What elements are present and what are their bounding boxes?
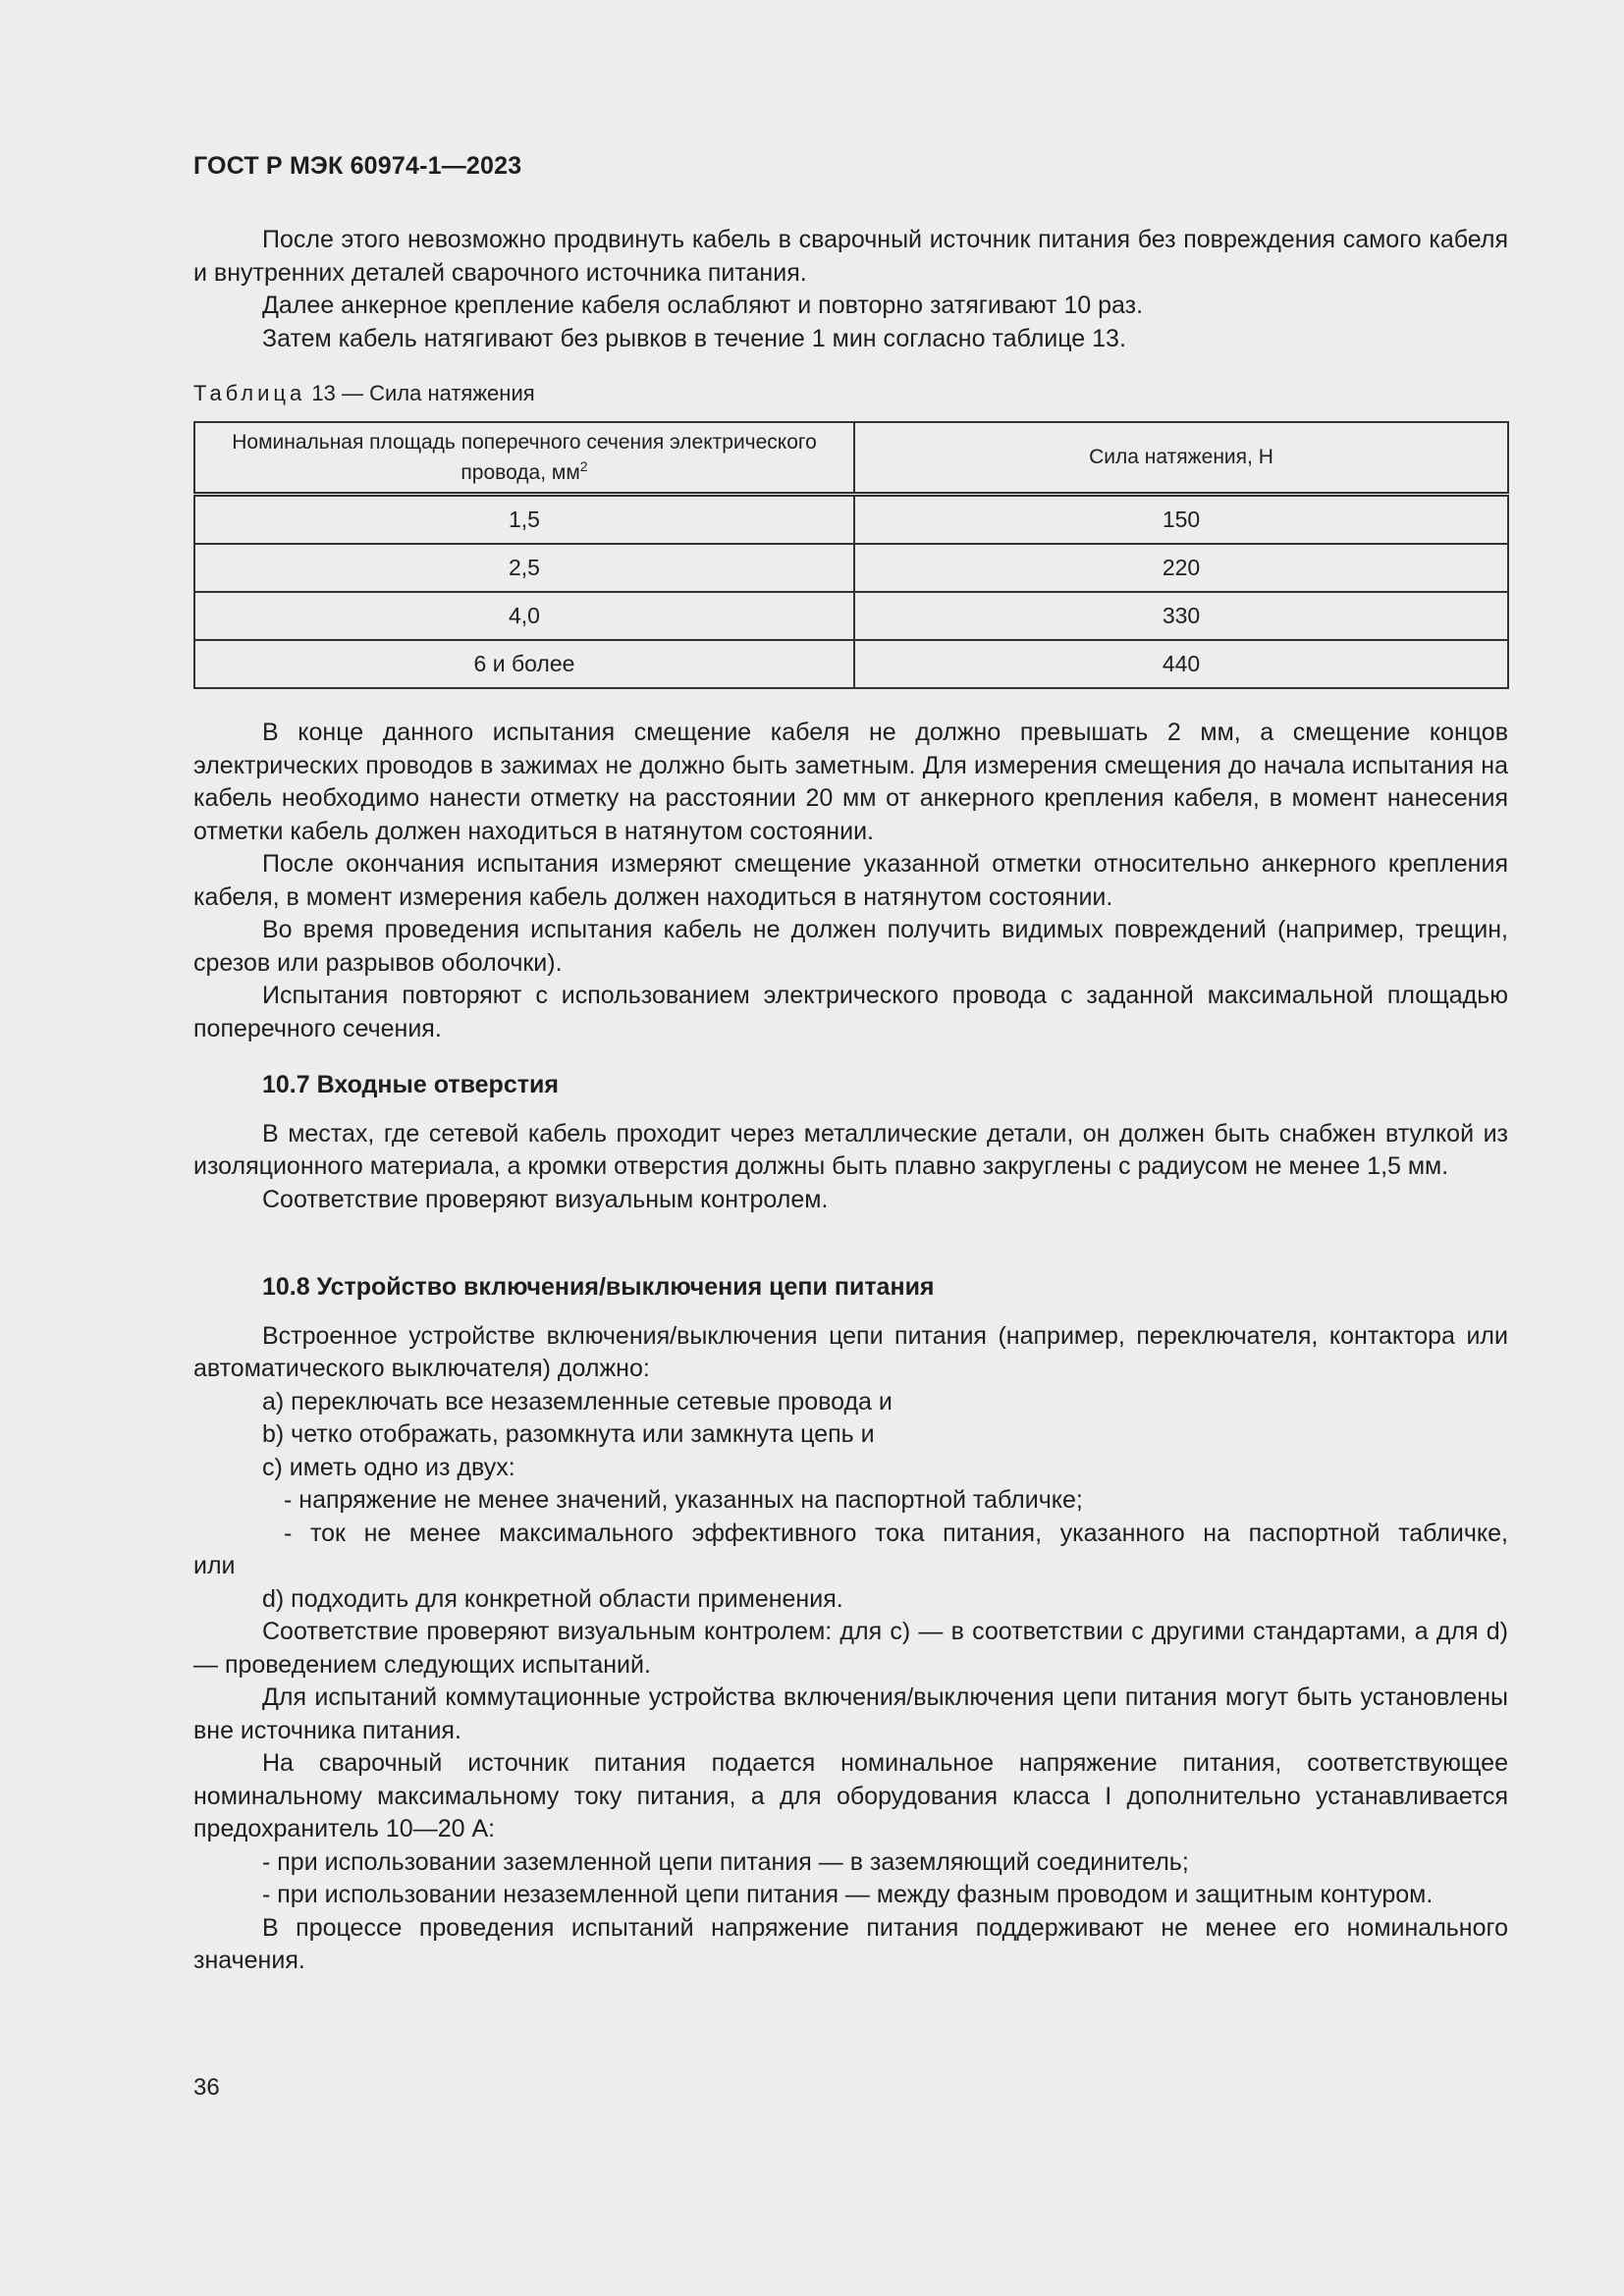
table-caption xyxy=(193,381,535,406)
table-caption-text: 13 — Сила натяжения xyxy=(311,381,535,405)
dash-item: - ток не менее максимального эффективного тока питания, указанного на паспортной табличке, xyxy=(284,1519,1508,1547)
section-heading: 10.7 Входные отверстия xyxy=(262,1071,559,1098)
document-header: ГОСТ Р МЭК 60974-1—2023 xyxy=(193,152,522,180)
paragraph: Испытания повторяют с использованием электрического провода с заданной максимальной площадью поперечного сечения. xyxy=(193,982,1508,1042)
paragraph: Во время проведения испытания кабель не должен получить видимых повреждений (например, трещин, срезов или разрывов оболочки). xyxy=(193,916,1508,977)
list-item: b) четко отображать, разомкнута или замкнута цепь и xyxy=(262,1420,875,1448)
paragraph: Соответствие проверяют визуальным контролем: для c) — в соответствии с другими стандартами, а для d) — проведением следующих испытаний. xyxy=(193,1618,1508,1679)
table-header-cell xyxy=(194,422,854,495)
paragraph: Встроенное устройстве включения/выключения цепи питания (например, переключателя, контактора или автоматического выключателя) должно: xyxy=(193,1321,1508,1382)
paragraph: В процессе проведения испытаний напряжение питания поддерживают не менее его номинального значения. xyxy=(193,1913,1508,1974)
tension-table xyxy=(193,421,1509,689)
table-cell: 150 xyxy=(854,495,1508,545)
paragraph: Соответствие проверяют визуальным контролем. xyxy=(262,1185,829,1213)
col1-header: Номинальная площадь поперечного сечения электрического провода, мм xyxy=(232,430,817,484)
table-row xyxy=(194,592,1508,640)
after-table-text xyxy=(193,717,1508,1045)
col2-header: Сила натяжения, Н xyxy=(1089,446,1273,468)
paragraph: После этого невозможно продвинуть кабель в сварочный источник питания без повреждения самого кабеля и внутренних деталей сварочного источника питания. xyxy=(193,226,1508,287)
paragraph: В местах, где сетевой кабель проходит через металлические детали, он должен быть снабжен втулкой из изоляционного материала, а кромки отверстия должны быть плавно закруглены с радиусом не менее 1,5 мм. xyxy=(193,1119,1508,1180)
table-header-cell xyxy=(854,422,1508,495)
list-item: d) подходить для конкретной области применения. xyxy=(262,1584,843,1613)
paragraph: На сварочный источник питания подается номинальное напряжение питания, соответствующее номинальному максимальному току питания, а для оборудования класса I дополнительно устанавливается предохранитель 10—20 А: xyxy=(193,1749,1508,1842)
section-10-7 xyxy=(193,1069,1508,1216)
paragraph: - при использовании незаземленной цепи питания — между фазным проводом и защитным контуром. xyxy=(262,1881,1434,1908)
section-10-8 xyxy=(193,1271,1508,1978)
table-cell: 330 xyxy=(854,592,1508,640)
table-cell: 1,5 xyxy=(194,495,854,545)
paragraph: После окончания испытания измеряют смещение указанной отметки относительно анкерного крепления кабеля, в момент измерения кабель должен находиться в натянутом состоянии. xyxy=(193,850,1508,911)
paragraph: Затем кабель натягивают без рывков в течение 1 мин согласно таблице 13. xyxy=(262,324,1126,352)
paragraph: - при использовании заземленной цепи питания — в заземляющий соединитель; xyxy=(262,1847,1189,1876)
col1-header-sup: 2 xyxy=(579,457,588,474)
intro-text xyxy=(193,224,1508,355)
paragraph: В конце данного испытания смещение кабеля не должно превышать 2 мм, а смещение концов электрических проводов в зажимах не должно быть заметным. Для измерения смещения до начала испытания на кабель необходимо нанести отметку на расстоянии 20 мм от анкерного крепления кабеля, в момент нанесения отметки кабель должен находиться в натянутом состоянии. xyxy=(193,719,1508,845)
dash-item-continuation: или xyxy=(193,1552,236,1579)
list-item: c) иметь одно из двух: xyxy=(262,1453,515,1481)
list-item: a) переключать все незаземленные сетевые провода и xyxy=(262,1387,893,1415)
paragraph: Для испытаний коммутационные устройства включения/выключения цепи питания могут быть установлены вне источника питания. xyxy=(193,1683,1508,1744)
table-cell: 220 xyxy=(854,544,1508,592)
table-row xyxy=(194,544,1508,592)
page-number: 36 xyxy=(193,2074,220,2101)
table-cell: 2,5 xyxy=(194,544,854,592)
table-row xyxy=(194,640,1508,688)
table-cell: 440 xyxy=(854,640,1508,688)
section-heading: 10.8 Устройство включения/выключения цепи питания xyxy=(262,1273,935,1301)
table-cell: 4,0 xyxy=(194,592,854,640)
table-header-row xyxy=(194,422,1508,495)
paragraph: Далее анкерное крепление кабеля ослабляют и повторно затягивают 10 раз. xyxy=(262,292,1144,319)
table-cell: 6 и более xyxy=(194,640,854,688)
dash-item: - напряжение не менее значений, указанных на паспортной табличке; xyxy=(284,1486,1083,1514)
table-caption-label: Таблица xyxy=(193,381,306,405)
table-row xyxy=(194,495,1508,545)
